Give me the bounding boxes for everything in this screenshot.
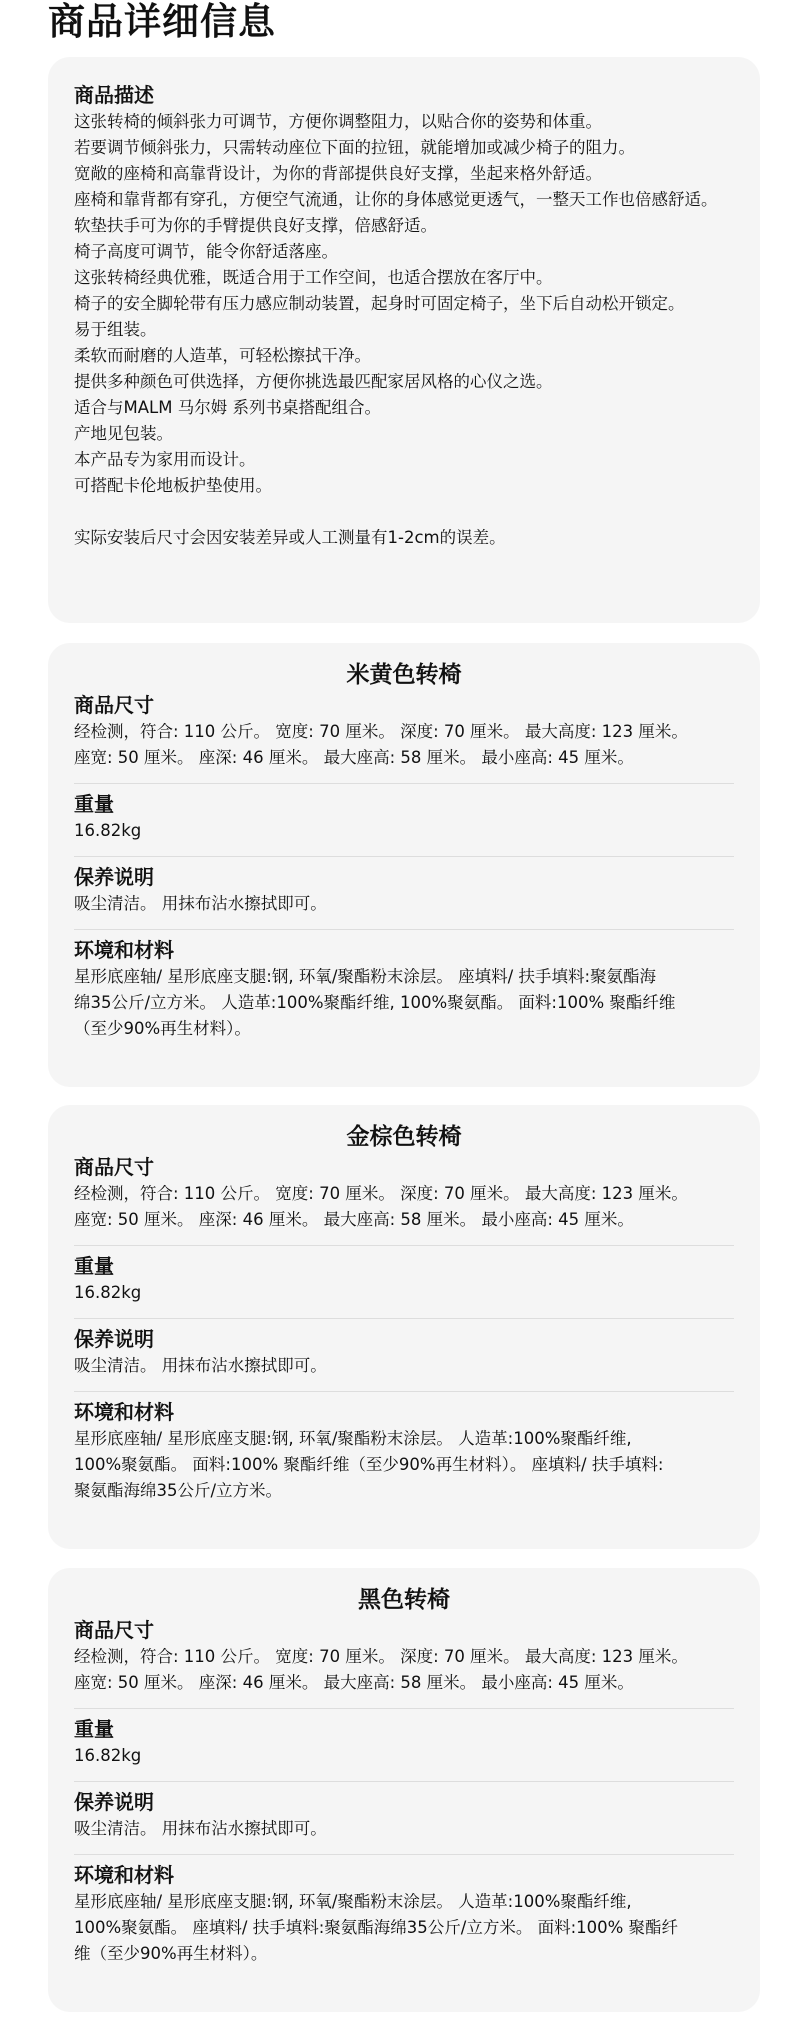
weight-section <box>74 783 734 856</box>
variant-card-golden-brown <box>48 1105 760 1549</box>
weight-value: 16.82kg <box>74 1283 142 1302</box>
dimensions-section <box>74 691 734 783</box>
variant-card-black <box>48 1568 760 2012</box>
variant-title: 黑色转椅 <box>358 1587 450 1613</box>
description-lines <box>74 109 734 499</box>
weight-value: 16.82kg <box>74 1746 142 1765</box>
description-line: 这张转椅的倾斜张力可调节，方便你调整阻力，以贴合你的姿势和体重。 <box>74 112 602 131</box>
materials-text: 星形底座轴/ 星形底座支腿:钢, 环氧/聚酯粉末涂层。 人造革:100%聚酯纤维, 100%聚氨酯。 面料:100% 聚酯纤维（至少90%再生材料）。 座填料/ 扶手填料: 聚氨酯海绵35公斤/立方米。 <box>74 1429 664 1500</box>
materials-text: 星形底座轴/ 星形底座支腿:钢, 环氧/聚酯粉末涂层。 座填料/ 扶手填料:聚氨酯海 绵35公斤/立方米。 人造革:100%聚酯纤维, 100%聚氨酯。 面料:100% 聚酯纤维 （至少90%再生材料）。 <box>74 967 676 1038</box>
description-line: 可搭配卡伦地板护垫使用。 <box>74 476 272 495</box>
description-line: 适合与MALM 马尔姆 系列书桌搭配组合。 <box>74 398 381 417</box>
description-line: 柔软而耐磨的人造革，可轻松擦拭干净。 <box>74 346 371 365</box>
care-text: 吸尘清洁。 用抹布沾水擦拭即可。 <box>74 1356 327 1375</box>
materials-text: 星形底座轴/ 星形底座支腿:钢, 环氧/聚酯粉末涂层。 人造革:100%聚酯纤维, 100%聚氨酯。 座填料/ 扶手填料:聚氨酯海绵35公斤/立方米。 面料:100% 聚酯纤 维（至少90%再生材料）。 <box>74 1892 679 1963</box>
description-line: 椅子高度可调节，能令你舒适落座。 <box>74 242 338 261</box>
description-line: 这张转椅经典优雅，既适合用于工作空间，也适合摆放在客厅中。 <box>74 268 553 287</box>
dimensions-section <box>74 1616 734 1708</box>
variant-title: 米黄色转椅 <box>346 662 462 688</box>
variant-card-beige <box>48 643 760 1087</box>
weight-section <box>74 1708 734 1781</box>
dimensions-text: 经检测，符合: 110 公斤。 宽度: 70 厘米。 深度: 70 厘米。 最大高度: 123 厘米。 座宽: 50 厘米。 座深: 46 厘米。 最大座高: 58 厘米。 最小座高: 45 厘米。 <box>74 1184 688 1229</box>
description-line: 宽敞的座椅和高靠背设计，为你的背部提供良好支撑，坐起来格外舒适。 <box>74 164 602 183</box>
care-text: 吸尘清洁。 用抹布沾水擦拭即可。 <box>74 1819 327 1838</box>
materials-section <box>74 929 734 1054</box>
weight-heading: 重量 <box>74 1717 114 1741</box>
weight-heading: 重量 <box>74 792 114 816</box>
page-title: 商品详细信息 <box>48 0 276 43</box>
materials-section <box>74 1854 734 1979</box>
description-line: 椅子的安全脚轮带有压力感应制动装置，起身时可固定椅子，坐下后自动松开锁定。 <box>74 294 685 313</box>
weight-value: 16.82kg <box>74 821 142 840</box>
care-text: 吸尘清洁。 用抹布沾水擦拭即可。 <box>74 894 327 913</box>
materials-heading: 环境和材料 <box>74 1863 174 1887</box>
variant-title: 金棕色转椅 <box>346 1124 462 1150</box>
description-line: 软垫扶手可为你的手臂提供良好支撑，倍感舒适。 <box>74 216 437 235</box>
weight-section <box>74 1245 734 1318</box>
materials-heading: 环境和材料 <box>74 1400 174 1424</box>
care-heading: 保养说明 <box>74 1327 154 1351</box>
description-line: 产地见包装。 <box>74 424 173 443</box>
dimensions-heading: 商品尺寸 <box>74 1618 154 1642</box>
care-section <box>74 1318 734 1391</box>
description-heading: 商品描述 <box>74 83 154 107</box>
description-line: 本产品专为家用而设计。 <box>74 450 256 469</box>
dimensions-heading: 商品尺寸 <box>74 693 154 717</box>
materials-section <box>74 1391 734 1516</box>
care-heading: 保养说明 <box>74 1790 154 1814</box>
product-description-card <box>48 57 760 623</box>
care-heading: 保养说明 <box>74 865 154 889</box>
dimensions-section <box>74 1153 734 1245</box>
description-line: 易于组装。 <box>74 320 157 339</box>
weight-heading: 重量 <box>74 1254 114 1278</box>
description-line: 座椅和靠背都有穿孔，方便空气流通，让你的身体感觉更透气，一整天工作也倍感舒适。 <box>74 190 718 209</box>
dimensions-heading: 商品尺寸 <box>74 1155 154 1179</box>
description-line: 若要调节倾斜张力，只需转动座位下面的拉钮，就能增加或减少椅子的阻力。 <box>74 138 635 157</box>
description-line: 提供多种颜色可供选择，方便你挑选最匹配家居风格的心仪之选。 <box>74 372 553 391</box>
care-section <box>74 856 734 929</box>
dimensions-text: 经检测，符合: 110 公斤。 宽度: 70 厘米。 深度: 70 厘米。 最大高度: 123 厘米。 座宽: 50 厘米。 座深: 46 厘米。 最大座高: 58 厘米。 最小座高: 45 厘米。 <box>74 722 688 767</box>
materials-heading: 环境和材料 <box>74 938 174 962</box>
dimensions-text: 经检测，符合: 110 公斤。 宽度: 70 厘米。 深度: 70 厘米。 最大高度: 123 厘米。 座宽: 50 厘米。 座深: 46 厘米。 最大座高: 58 厘米。 最小座高: 45 厘米。 <box>74 1647 688 1692</box>
care-section <box>74 1781 734 1854</box>
measurement-note: 实际安装后尺寸会因安装差异或人工测量有1-2cm的误差。 <box>74 528 506 547</box>
